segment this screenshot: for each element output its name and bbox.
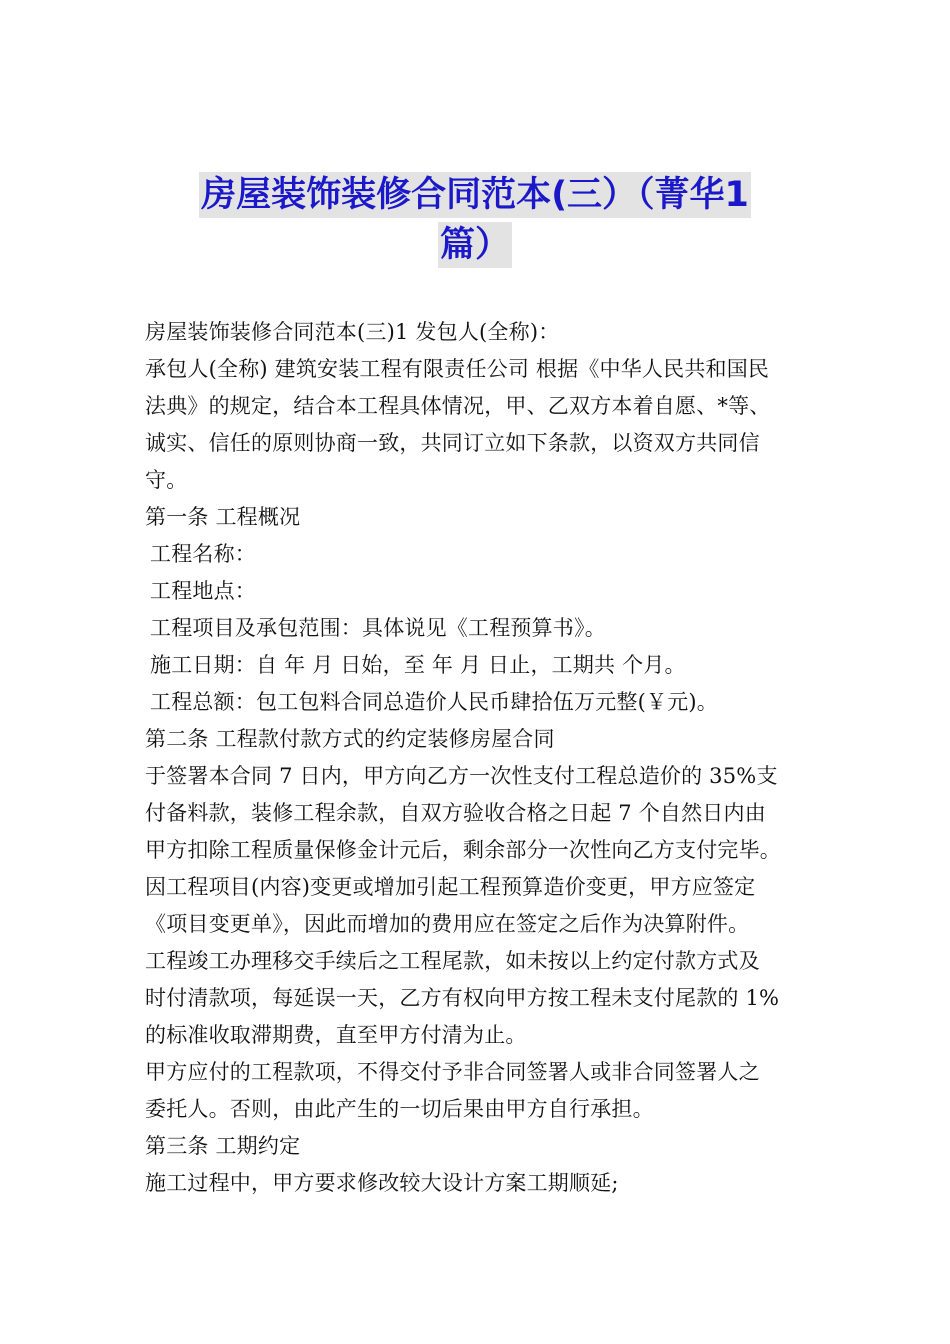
paragraph-line: 房屋装饰装修合同范本(三)1 发包人(全称)：: [145, 320, 560, 344]
paragraph-line: 守。: [145, 468, 188, 492]
paragraph-line: 于签署本合同 7 日内，甲方向乙方一次性支付工程总造价的 35%支: [145, 764, 778, 788]
paragraph-line: 诚实、信任的原则协商一致，共同订立如下条款，以资双方共同信: [145, 431, 760, 455]
title-line-1: 房屋装饰装修合同范本(三）（菁华1: [199, 172, 751, 218]
field-line: 施工日期：自 年 月 日始，至 年 月 日止，工期共 个月。: [150, 653, 686, 677]
paragraph-line: 因工程项目(内容)变更或增加引起工程预算造价变更，甲方应签定: [145, 875, 756, 899]
section-heading: 第二条 工程款付款方式的约定装修房屋合同: [145, 727, 555, 751]
section-heading: 第三条 工期约定: [145, 1134, 301, 1158]
paragraph-line: 付备料款，装修工程余款，自双方验收合格之日起 7 个自然日内由: [145, 801, 766, 825]
paragraph-line: 承包人(全称) 建筑安装工程有限责任公司 根据《中华人民共和国民: [145, 357, 770, 381]
document-body: [145, 314, 813, 1202]
paragraph-line: 委托人。否则，由此产生的一切后果由甲方自行承担。: [145, 1097, 654, 1121]
section-heading: 第一条 工程概况: [145, 505, 301, 529]
paragraph-line: 时付清款项，每延误一天，乙方有权向甲方按工程未支付尾款的 1%: [145, 986, 780, 1010]
title-line-2: 篇）: [438, 222, 512, 268]
paragraph-line: 施工过程中，甲方要求修改较大设计方案工期顺延;: [145, 1171, 619, 1195]
paragraph-line: 工程竣工办理移交手续后之工程尾款，如未按以上约定付款方式及: [145, 949, 760, 973]
field-line: 工程地点：: [150, 579, 256, 603]
field-line: 工程总额：包工包料合同总造价人民币肆拾伍万元整(￥元)。: [150, 690, 718, 714]
paragraph-line: 甲方应付的工程款项，不得交付予非合同签署人或非合同签署人之: [145, 1060, 760, 1084]
field-line: 工程项目及承包范围：具体说见《工程预算书》。: [150, 616, 606, 640]
field-line: 工程名称：: [150, 542, 256, 566]
document-title: [0, 172, 950, 268]
paragraph-line: 的标准收取滞期费，直至甲方付清为止。: [145, 1023, 527, 1047]
paragraph-line: 甲方扣除工程质量保修金计元后，剩余部分一次性向乙方支付完毕。: [145, 838, 781, 862]
paragraph-line: 《项目变更单》，因此而增加的费用应在签定之后作为决算附件。: [145, 912, 750, 936]
paragraph-line: 法典》的规定，结合本工程具体情况，甲、乙双方本着自愿、*等、: [145, 394, 771, 418]
